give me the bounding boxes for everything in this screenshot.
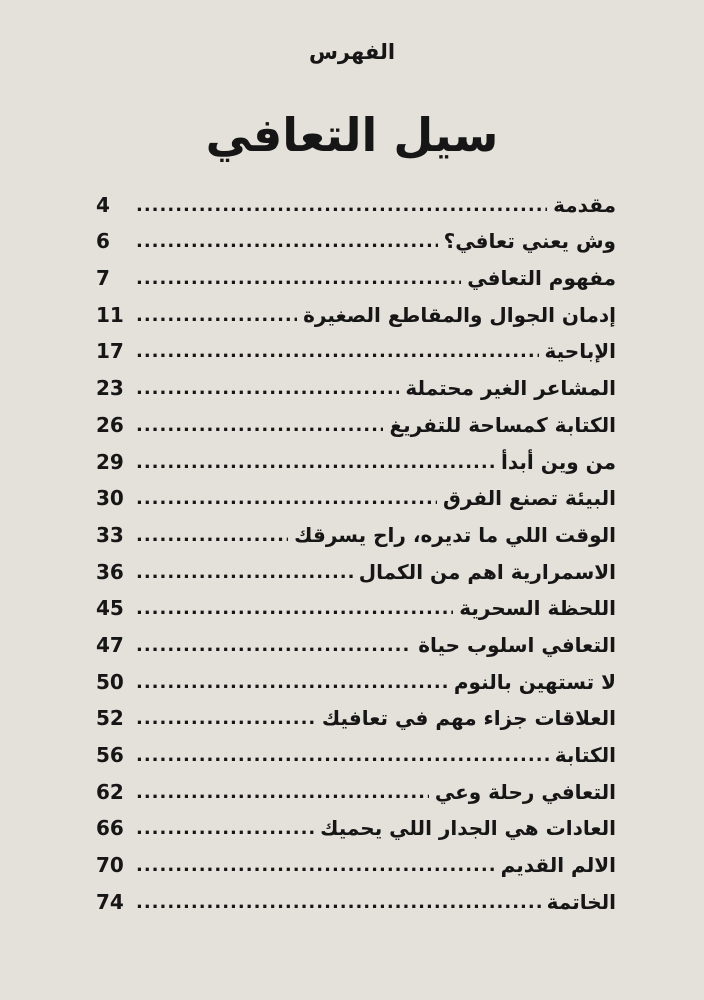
toc-entry-title: التعافي اسلوب حياة: [418, 632, 616, 657]
toc-entry-page-number: 23: [96, 376, 124, 401]
dot-leader: [136, 637, 412, 655]
toc-entry-page-number: 6: [96, 229, 110, 254]
book-title: سيل التعافي: [205, 108, 499, 162]
toc-entry-title: إدمان الجوال والمقاطع الصغيرة: [303, 302, 616, 327]
dot-leader: [136, 490, 437, 508]
toc-entry-page-number: 45: [96, 596, 124, 621]
toc-entry-title: الكتابة كمساحة للتفريغ: [389, 412, 616, 437]
toc-entry-title: الخاتمة: [546, 889, 616, 914]
dot-leader: [136, 894, 541, 912]
toc-entry-page-number: 66: [96, 816, 124, 841]
table-of-contents: [96, 178, 616, 912]
toc-entry: [96, 472, 616, 509]
dot-leader: [136, 307, 297, 325]
toc-entry-page-number: 11: [96, 302, 124, 327]
dot-leader: [136, 600, 453, 618]
toc-entry-title: مفهوم التعافي: [467, 266, 616, 291]
toc-entry-title: العلاقات جزاء مهم في تعافيك: [321, 706, 616, 731]
toc-entry-page-number: 30: [96, 486, 124, 511]
toc-entry-title: الاسمرارية اهم من الكمال: [358, 559, 616, 584]
dot-leader: [136, 380, 399, 398]
toc-entry-page-number: 26: [96, 412, 124, 437]
dot-leader: [136, 710, 316, 728]
toc-entry-page-number: 33: [96, 522, 124, 547]
dot-leader: [136, 527, 288, 545]
dot-leader: [136, 784, 429, 802]
toc-entry-page-number: 62: [96, 779, 124, 804]
toc-entry-title: العادات هي الجدار اللي يحميك: [320, 816, 616, 841]
toc-entry-title: الالم القديم: [500, 853, 616, 878]
toc-entry-title: من وين أبدأ: [500, 449, 616, 474]
toc-entry: [96, 178, 616, 215]
toc-entry: [96, 325, 616, 362]
dot-leader: [136, 857, 495, 875]
toc-entry: [96, 802, 616, 839]
toc-entry-page-number: 50: [96, 669, 124, 694]
dot-leader: [136, 233, 438, 251]
toc-entry-page-number: 17: [96, 339, 124, 364]
toc-entry-page-number: 4: [96, 192, 110, 217]
toc-entry: [96, 618, 616, 655]
toc-entry-page-number: 7: [96, 266, 110, 291]
toc-entry-title: لا تستهين بالنوم: [453, 669, 616, 694]
toc-entry-title: الإباحية: [544, 339, 616, 364]
toc-entry: [96, 875, 616, 912]
toc-entry: [96, 692, 616, 729]
index-heading: الفهرس: [308, 40, 396, 64]
dot-leader: [136, 197, 547, 215]
toc-entry: [96, 251, 616, 291]
toc-entry-page-number: 47: [96, 632, 124, 657]
toc-entry: [96, 728, 616, 765]
toc-entry-title: مقدمة: [553, 192, 616, 217]
dot-leader: [136, 564, 353, 582]
dot-leader: [136, 747, 549, 765]
toc-entry-page-number: 74: [96, 889, 124, 914]
dot-leader: [136, 454, 495, 472]
toc-entry-page-number: 52: [96, 706, 124, 731]
toc-entry: [96, 398, 616, 435]
toc-entry: [96, 838, 616, 878]
dot-leader: [136, 820, 314, 838]
toc-entry-title: اللحظة السحرية: [459, 596, 616, 621]
toc-entry: [96, 508, 616, 545]
toc-entry: [96, 215, 616, 252]
toc-entry: [96, 361, 616, 401]
toc-entry: [96, 288, 616, 325]
toc-entry-page-number: 70: [96, 853, 124, 878]
toc-entry-page-number: 36: [96, 559, 124, 584]
toc-entry-title: الوقت اللي ما تديره، راح يسرقك: [294, 522, 616, 547]
toc-entry-page-number: 29: [96, 449, 124, 474]
toc-entry-title: المشاعر الغير محتملة: [405, 376, 616, 401]
toc-entry: [96, 765, 616, 802]
toc-entry: [96, 435, 616, 472]
toc-entry-title: التعافي رحلة وعي: [434, 779, 616, 804]
toc-entry: [96, 545, 616, 582]
toc-entry-title: وش يعني تعافي؟: [443, 229, 616, 254]
dot-leader: [136, 674, 448, 692]
toc-entry-title: البيئة تصنع الفرق: [442, 486, 616, 511]
dot-leader: [136, 343, 539, 361]
dot-leader: [136, 270, 461, 288]
toc-entry-page-number: 56: [96, 743, 124, 767]
toc-entry-title: الكتابة: [554, 743, 616, 767]
toc-entry: [96, 655, 616, 692]
toc-entry: [96, 582, 616, 619]
dot-leader: [136, 417, 383, 435]
